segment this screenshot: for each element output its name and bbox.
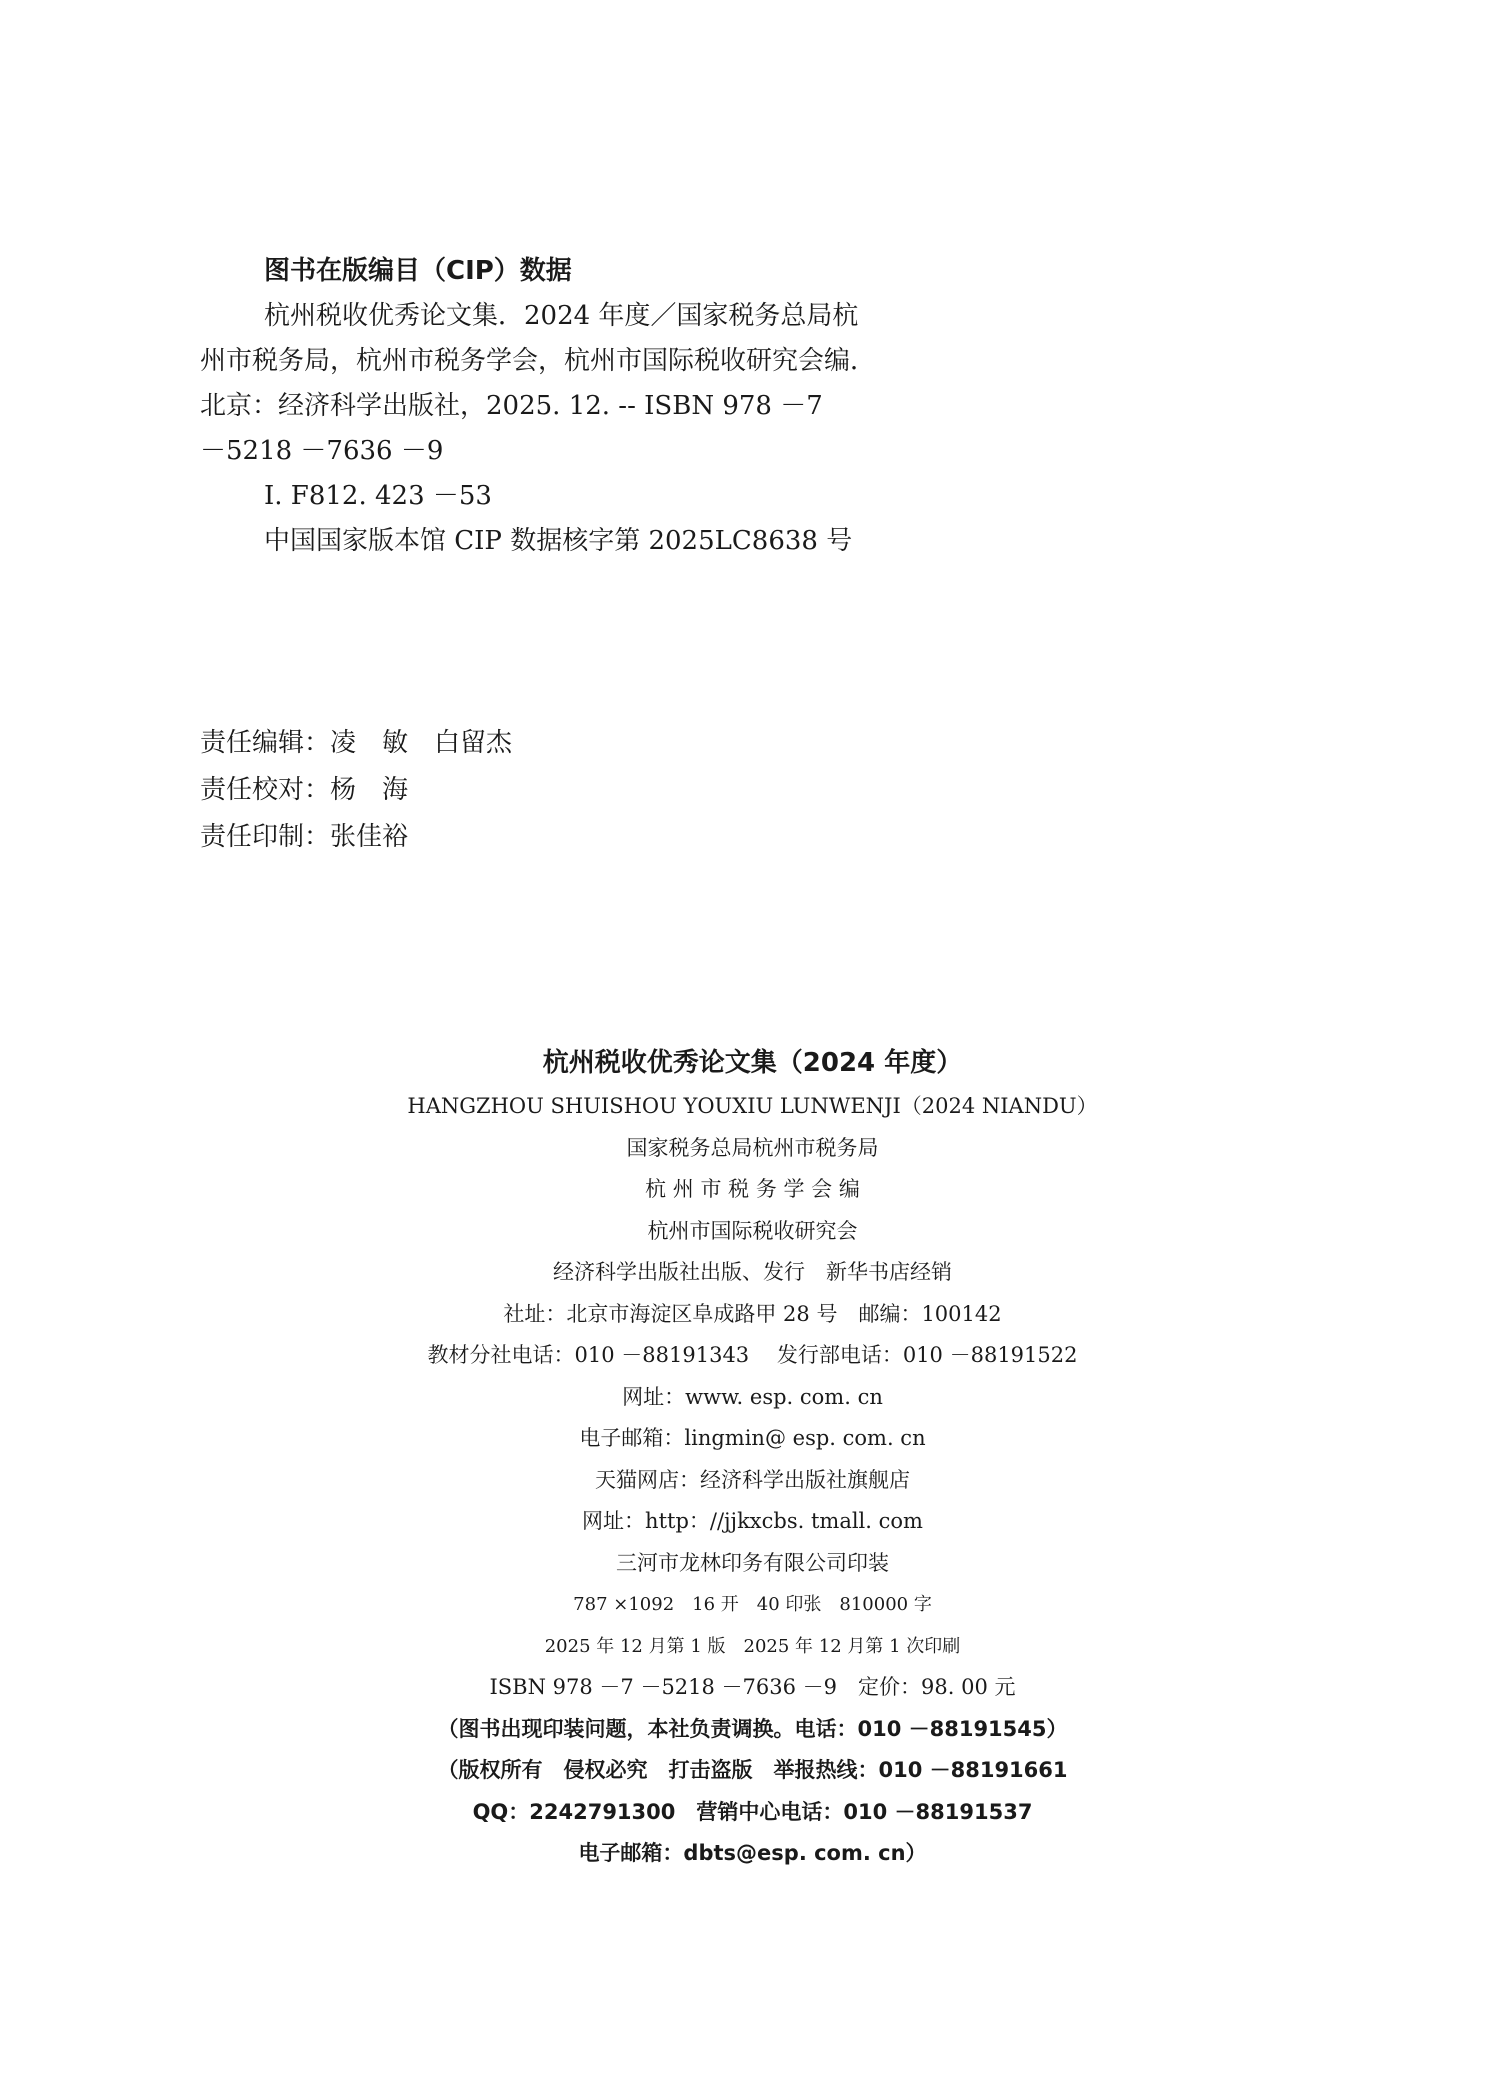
cip-line-2: 州市税务局，杭州市税务学会，杭州市国际税收研究会编．: [200, 346, 877, 376]
isbn-price-line: ISBN 978 －7 －5218 －7636 －9 定价：98. 00 元: [489, 1675, 1016, 1699]
address-line: 社址：北京市海淀区阜成路甲 28 号 邮编：100142: [503, 1301, 1002, 1326]
cip-line-3: 北京：经济科学出版社，2025. 12. -- ISBN 978 －7: [200, 391, 823, 421]
tmall-url-line: 网址：http：//jjkxcbs. tmall. com: [582, 1509, 923, 1533]
credit-editor: 责任编辑：凌 敏 白留杰: [200, 728, 513, 758]
credits-block: [200, 720, 512, 861]
cip-line-1: 杭州税收优秀论文集．2024 年度／国家税务总局杭: [264, 301, 859, 331]
phones-line: 教材分社电话：010 －88191343 发行部电话：010 －88191522: [427, 1343, 1078, 1367]
edition-line: 2025 年 12 月第 1 版 2025 年 12 月第 1 次印刷: [544, 1635, 961, 1657]
printer-line: 三河市龙林印务有限公司印装: [616, 1550, 889, 1575]
colophon-block: [200, 1040, 1305, 1875]
editor-line-2: 杭 州 市 税 务 学 会 编: [645, 1177, 860, 1201]
book-title-pinyin: HANGZHOU SHUISHOU YOUXIU LUNWENJI（2024 NIANDU）: [407, 1094, 1098, 1118]
tmall-store-line: 天猫网店：经济科学出版社旗舰店: [595, 1467, 910, 1492]
notice-line-3: QQ：2242791300 营销中心电话：010 －88191537: [472, 1799, 1033, 1824]
credit-proofreader: 责任校对：杨 海: [200, 775, 409, 805]
email-line: 电子邮箱：lingmin@ esp. com. cn: [579, 1426, 926, 1450]
notice-line-4: 电子邮箱：dbts@esp. com. cn）: [578, 1841, 927, 1865]
format-line: 787 ×1092 16 开 40 印张 810000 字: [573, 1594, 932, 1615]
website-line: 网址：www. esp. com. cn: [622, 1384, 883, 1409]
editor-line-3: 杭州市国际税收研究会: [647, 1218, 858, 1243]
book-title: 杭州税收优秀论文集（2024 年度）: [542, 1048, 963, 1078]
cip-block: [200, 248, 1200, 564]
cip-line-4: －5218 －7636 －9: [200, 436, 444, 466]
notice-line-2: （版权所有 侵权必究 打击盗版 举报热线：010 －88191661: [437, 1758, 1068, 1782]
credit-printing: 责任印制：张佳裕: [200, 822, 409, 852]
notice-line-1: （图书出现印装问题，本社负责调换。电话：010 －88191545）: [437, 1716, 1068, 1741]
publisher-line: 经济科学出版社出版、发行 新华书店经销: [553, 1260, 952, 1284]
cip-title: 图书在版编目（CIP）数据: [264, 256, 572, 286]
editor-line-1: 国家税务总局杭州市税务局: [626, 1135, 879, 1160]
cip-classification: Ⅰ. F812. 423 －53: [264, 481, 492, 511]
cip-record-number: 中国国家版本馆 CIP 数据核字第 2025LC8638 号: [264, 526, 853, 556]
